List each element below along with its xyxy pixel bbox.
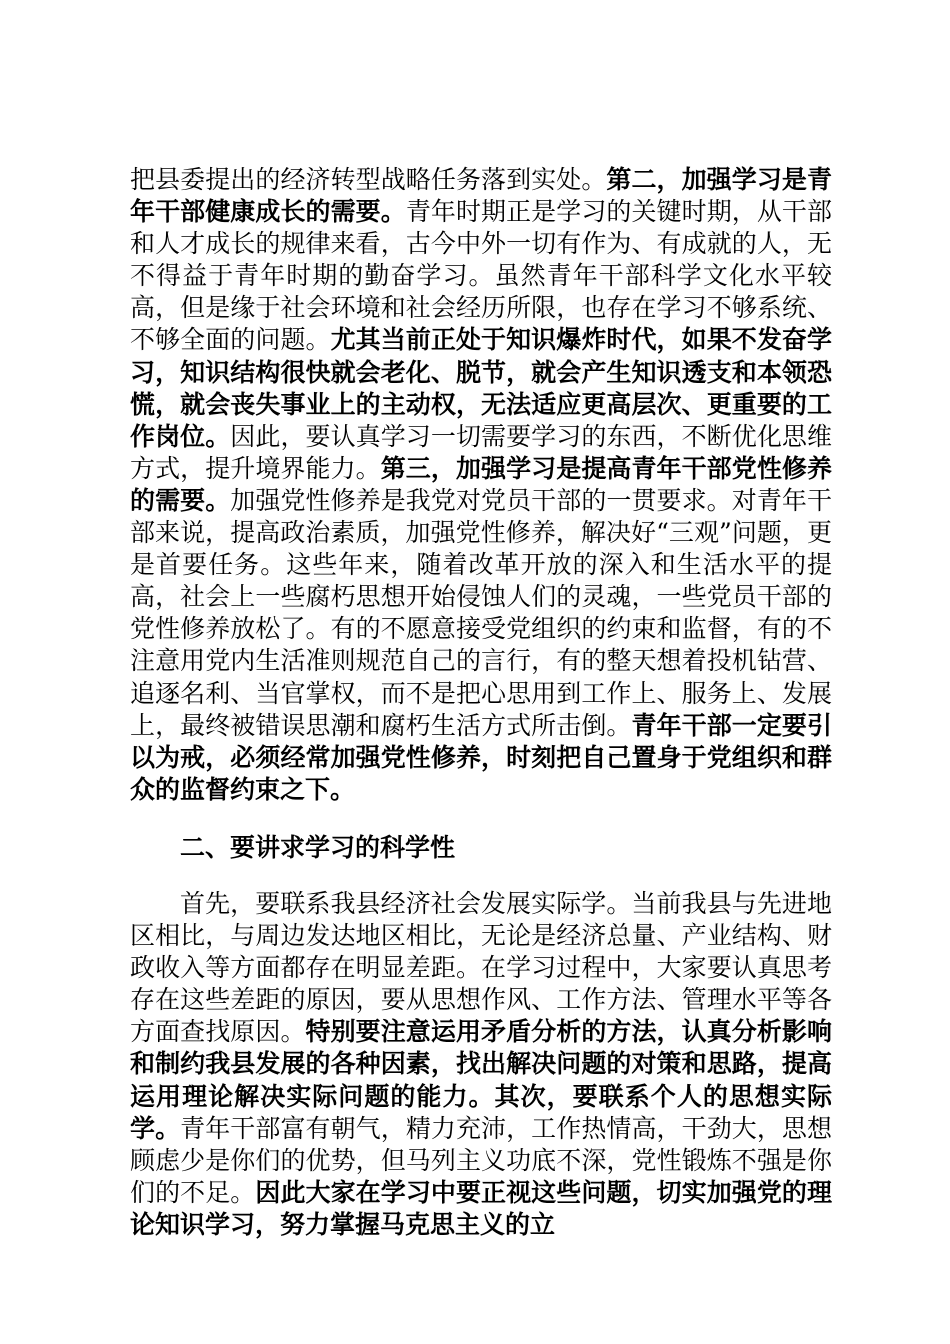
emphasis-text: 青年干部一定要引以为戒，必须经常加强党性修养，时刻把自己置身于党组织和群众的监督约束之下。 [130,710,832,804]
document-page [130,164,832,1241]
paragraph-text: 因此，要认真学习一切需要学习的东西，不断优化思维方式，提升境界能力。 [130,421,832,483]
paragraph-text: 把县委提出的经济转型战略任务落到实处。 [130,165,607,194]
emphasis-text: 因此大家在学习中要正视这些问题，切实加强党的理论知识学习，努力掌握马克思主义的立 [130,1177,832,1239]
body-paragraph [130,164,832,806]
emphasis-text: 尤其当前正处于知识爆炸时代，如果不发奋学习，知识结构很快就会老化、脱节，就会产生知识透支和本领恐慌，就会丧失事业上的主动权，无法适应更高层次、更重要的工作岗位。 [130,325,832,451]
paragraph-text: 加强党性修养是我党对党员干部的一贯要求。对青年干部来说，提高政治素质，加强党性修养，解决好“三观”问题，更是首要任务。这些年来，随着改革开放的深入和生活水平的提高，社会上一些腐朽思想开始侵蚀人们的灵魂，一些党员干部的党性修养放松了。有的不愿意接受党组织的约束和监督，有的不注意用党内生活准则规范自己的言行，有的整天想着投机钻营、追逐名利、当官掌权，而不是把心思用到工作上、服务上、发展上，最终被错误思潮和腐朽生活方式所击倒。 [130,485,832,740]
body-paragraph [130,888,832,1241]
emphasis-text: 特别要注意运用矛盾分析的方法，认真分析影响和制约我县发展的各种因素，找出解决问题的对策和思路，提高运用理论解决实际问题的能力。其次，要联系个人的思想实际学。 [130,1017,832,1143]
section-heading: 二、要讲求学习的科学性 [180,832,456,862]
emphasis-text: 第二，加强学习是青年干部健康成长的需要。 [130,165,832,227]
paragraph-text: 首先，要联系我县经济社会发展实际学。当前我县与先进地区相比，与周边发达地区相比，无论是经济总量、产业结构、财政收入等方面都存在明显差距。在学习过程中，大家要认真思考存在这些差距的原因，要从思想作风、工作方法、管理水平等各方面查找原因。 [130,888,832,1047]
paragraph-text: 青年干部富有朝气，精力充沛，工作热情高，干劲大，思想顾虑少是你们的优势，但马列主义功底不深，党性锻炼不强是你们的不足。 [130,1113,832,1207]
paragraph-text: 青年时期正是学习的关键时期，从干部和人才成长的规律来看，古今中外一切有作为、有成就的人，无不得益于青年时期的勤奋学习。虽然青年干部科学文化水平较高，但是缘于社会环境和社会经历所限，也存在学习不够系统、不够全面的问题。 [130,197,832,355]
emphasis-text: 第三，加强学习是提高青年干部党性修养的需要。 [130,453,832,515]
